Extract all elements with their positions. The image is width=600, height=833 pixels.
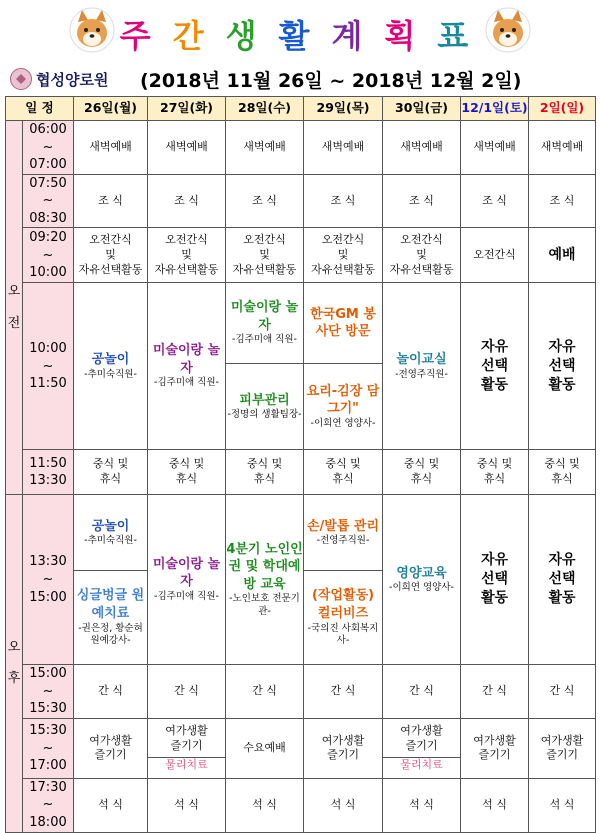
table-row xyxy=(6,174,596,228)
schedule-cell: 석 식 xyxy=(304,778,383,832)
time-cell: 09:20 ~ 10:00 xyxy=(23,228,74,283)
schedule-cell: 공놀이 -추미숙직원- xyxy=(74,495,148,571)
schedule-cell: 새벽예배 xyxy=(529,121,596,175)
title-char: 간 xyxy=(172,17,216,55)
title-char: 계 xyxy=(331,17,375,55)
schedule-cell: 조 식 xyxy=(74,174,148,228)
schedule-cell: 놀이교실 -전영주직원- xyxy=(383,283,461,450)
page-title xyxy=(120,11,480,57)
schedule-cell: 미술이랑 놀자 -김주미애 직원- xyxy=(226,283,304,364)
table-row xyxy=(6,718,596,778)
schedule-cell: 자유 선택 활동 xyxy=(529,495,596,665)
schedule-table xyxy=(5,96,596,833)
schedule-cell: 석 식 xyxy=(383,778,461,832)
schedule-cell: 중식 및 휴식 xyxy=(383,450,461,495)
time-cell: 15:30 ~ 17:00 xyxy=(23,718,74,778)
schedule-cell: 한국GM 봉사단 방문 xyxy=(304,283,383,364)
schedule-cell: 석 식 xyxy=(461,778,529,832)
day-header: 30일(금) xyxy=(383,97,461,121)
time-cell: 13:30 ~ 15:00 xyxy=(23,495,74,665)
org-name: 협성양로원 xyxy=(36,70,109,89)
schedule-cell: 오전간식 xyxy=(461,228,529,283)
schedule-cell: 손/발톱 관리 -전영주직원- xyxy=(304,495,383,571)
time-cell: 15:00 ~ 15:30 xyxy=(23,665,74,719)
schedule-cell: 간 식 xyxy=(148,665,226,719)
dog-logo-icon xyxy=(484,6,532,54)
table-row xyxy=(6,450,596,495)
schedule-cell: 석 식 xyxy=(226,778,304,832)
schedule-cell: 간 식 xyxy=(529,665,596,719)
schedule-cell: 중식 및 휴식 xyxy=(148,450,226,495)
schedule-cell: 여가생활 즐기기 xyxy=(304,718,383,778)
schedule-cell: 조 식 xyxy=(226,174,304,228)
schedule-cell: 새벽예배 xyxy=(383,121,461,175)
schedule-cell: 여가생활 즐기기 물리치료 xyxy=(383,718,461,778)
schedule-cell: 4분기 노인인권 및 학대예방 교육 -노인보호 전문기관- xyxy=(226,495,304,665)
title-char: 생 xyxy=(225,17,269,55)
schedule-cell: 석 식 xyxy=(529,778,596,832)
org-logo xyxy=(10,68,108,90)
time-cell: 17:30 ~ 18:00 xyxy=(23,778,74,832)
schedule-cell: 간 식 xyxy=(304,665,383,719)
day-header: 28일(수) xyxy=(226,97,304,121)
schedule-cell: 자유 선택 활동 xyxy=(529,283,596,450)
header xyxy=(0,0,600,96)
schedule-cell: 영양교육 -이희연 영양사- xyxy=(383,495,461,665)
schedule-cell: 여가생활 즐기기 xyxy=(461,718,529,778)
table-row xyxy=(6,121,596,175)
day-header: 26일(월) xyxy=(74,97,148,121)
schedule-cell: 오전간식 및 자유선택활동 xyxy=(226,228,304,283)
time-cell: 07:50 ~ 08:30 xyxy=(23,174,74,228)
day-header: 12/1일(토) xyxy=(461,97,529,121)
schedule-cell: 수요예배 xyxy=(226,718,304,778)
day-header: 2일(일) xyxy=(529,97,596,121)
pm-label: 오 후 xyxy=(6,495,23,832)
schedule-cell: 석 식 xyxy=(148,778,226,832)
am-label: 오 전 xyxy=(6,121,23,495)
schedule-cell: 새벽예배 xyxy=(74,121,148,175)
schedule-period: (2018년 11월 26일 ~ 2018년 12월 2일) xyxy=(140,70,522,92)
table-row xyxy=(6,228,596,283)
title-char: 표 xyxy=(437,17,481,55)
schedule-cell: (작업활동) 컬러비즈 -국의진 사회복지사- xyxy=(304,571,383,665)
table-row xyxy=(6,778,596,832)
header-row xyxy=(6,97,596,121)
table-row xyxy=(6,495,596,571)
schedule-cell: 예배 xyxy=(529,228,596,283)
schedule-cell: 간 식 xyxy=(383,665,461,719)
schedule-cell: 중식 및 휴식 xyxy=(529,450,596,495)
schedule-cell: 간 식 xyxy=(226,665,304,719)
schedule-cell: 여가생활 즐기기 물리치료 xyxy=(148,718,226,778)
schedule-cell: 오전간식 및 자유선택활동 xyxy=(74,228,148,283)
schedule-cell: 조 식 xyxy=(461,174,529,228)
day-header: 29일(목) xyxy=(304,97,383,121)
schedule-cell: 새벽예배 xyxy=(226,121,304,175)
schedule-cell: 새벽예배 xyxy=(304,121,383,175)
title-char: 주 xyxy=(119,17,163,55)
schedule-cell: 요리-김장 담그기" -이희연 영양사- xyxy=(304,364,383,450)
schedule-cell: 자유 선택 활동 xyxy=(461,495,529,665)
schedule-cell: 자유 선택 활동 xyxy=(461,283,529,450)
time-cell: 06:00 ~ 07:00 xyxy=(23,121,74,175)
time-cell: 11:50 13:30 xyxy=(23,450,74,495)
title-char: 활 xyxy=(278,17,322,55)
schedule-cell: 조 식 xyxy=(529,174,596,228)
org-emblem-icon xyxy=(10,68,32,90)
schedule-cell: 오전간식 및 자유선택활동 xyxy=(304,228,383,283)
schedule-cell: 중식 및 휴식 xyxy=(74,450,148,495)
schedule-cell: 중식 및 휴식 xyxy=(226,450,304,495)
schedule-cell: 미술이랑 놀자 -김주미애 직원- xyxy=(148,495,226,665)
time-cell: 10:00 ~ 11:50 xyxy=(23,283,74,450)
schedule-cell: 오전간식 및 자유선택활동 xyxy=(148,228,226,283)
schedule-cell: 중식 및 휴식 xyxy=(304,450,383,495)
schedule-cell: 새벽예배 xyxy=(461,121,529,175)
schedule-cell: 여가생활 즐기기 xyxy=(74,718,148,778)
schedule-cell: 석 식 xyxy=(74,778,148,832)
schedule-cell: 조 식 xyxy=(304,174,383,228)
schedule-cell: 새벽예배 xyxy=(148,121,226,175)
schedule-cell: 조 식 xyxy=(383,174,461,228)
schedule-header: 일 정 xyxy=(6,97,74,121)
schedule-cell: 간 식 xyxy=(74,665,148,719)
schedule-cell: 싱글벙글 원예치료 -권은정, 황순혀 원예강사- xyxy=(74,571,148,665)
schedule-cell: 중식 및 휴식 xyxy=(461,450,529,495)
schedule-cell: 미술이랑 놀자 -김주미애 직원- xyxy=(148,283,226,450)
schedule-cell: 피부관리 -정명의 생활팀장- xyxy=(226,364,304,450)
schedule-cell: 조 식 xyxy=(148,174,226,228)
schedule-cell: 여가생활 즐기기 xyxy=(529,718,596,778)
table-row xyxy=(6,665,596,719)
schedule-cell: 간 식 xyxy=(461,665,529,719)
schedule-cell: 오전간식 및 자유선택활동 xyxy=(383,228,461,283)
day-header: 27일(화) xyxy=(148,97,226,121)
table-row xyxy=(6,283,596,364)
schedule-cell: 공놀이 -추미숙직원- xyxy=(74,283,148,450)
title-char: 획 xyxy=(384,17,428,55)
